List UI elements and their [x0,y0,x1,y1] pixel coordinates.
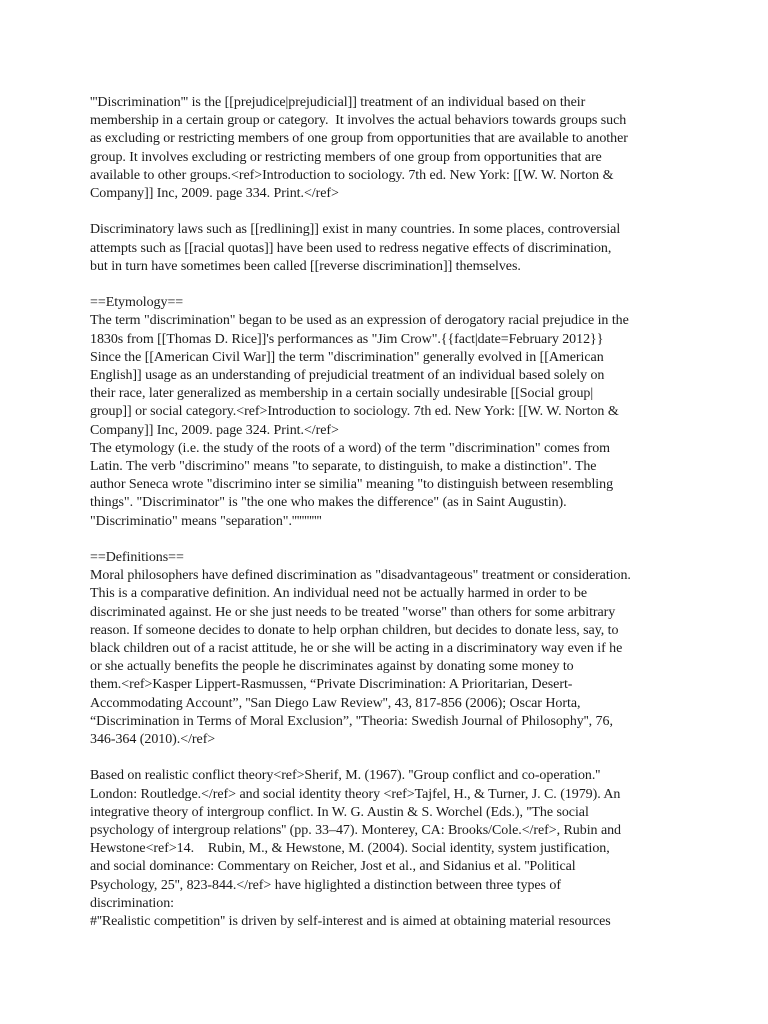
text-line: 346-364 (2010).</ref> [90,732,216,748]
text-line: but in turn have sometimes been called [[reverse discrimination]] themselves. [90,258,521,274]
text-line: Psychology, 25'', 823-844.</ref> have higlighted a distinction between three types of [90,877,561,893]
text-line: Discriminatory laws such as [[redlining]] exist in many countries. In some places, controversial [90,222,621,238]
text-line: Accommodating Account”, ''San Diego Law Review'', 43, 817-856 (2006); Oscar Horta, [90,695,581,711]
text-line: Hewstone<ref>14. Rubin, M., & Hewstone, M. (2004). Social identity, system justification, [90,841,610,857]
text-line: The term "discrimination" began to be used as an expression of derogatory racial prejudice in the [90,313,629,329]
paragraph-gap [90,203,680,221]
text-line: “Discrimination in Terms of Moral Exclusion”, ''Theoria: Swedish Journal of Philosophy'', 76, [90,713,613,729]
text-line: them.<ref>Kasper Lippert-Rasmussen, “Private Discrimination: A Prioritarian, Desert- [90,677,573,693]
text-line: group. It involves excluding or restricting members of one group from opportunities that are [90,149,602,165]
section-heading-line: ==Definitions== [90,550,184,566]
text-line: London: Routledge.</ref> and social identity theory <ref>Tajfel, H., & Turner, J. C. (1979). An [90,786,621,802]
text-line: 1830s from [[Thomas D. Rice]]'s performances as "Jim Crow".{{fact|date=February 2012}} [90,331,604,347]
text-line: #''Realistic competition'' is driven by self-interest and is aimed at obtaining material resources [90,914,611,930]
text-line: The etymology (i.e. the study of the roots of a word) of the term "discrimination" comes from [90,440,610,456]
text-line: or she actually benefits the people he discriminates against by donating some money to [90,659,574,675]
text-line: group]] or social category.<ref>Introduction to sociology. 7th ed. New York: [[W. W. Norton & [90,404,619,420]
text-line: Latin. The verb "discrimino" means "to separate, to distinguish, to make a distinction". The [90,459,597,475]
text-line: black children out of a racist attitude, he or she will be acting in a discriminatory way even if he [90,641,623,657]
text-line: "Discriminatio" means "separation".'''''''''''' [90,513,322,529]
text-line: This is a comparative definition. An individual need not be actually harmed in order to be [90,586,588,602]
text-line: Since the [[American Civil War]] the term "discrimination" generally evolved in [[American [90,349,604,365]
text-line: Company]] Inc, 2009. page 334. Print.</ref> [90,186,339,202]
text-line: things". "Discriminator" is "the one who makes the difference" (as in Saint Augustin). [90,495,567,511]
paragraph-gap [90,531,680,549]
paragraph-gap [90,276,680,294]
text-line: psychology of intergroup relations'' (pp. 33–47). Monterey, CA: Brooks/Cole.</ref>, Rubin and [90,823,622,839]
text-line: integrative theory of intergroup conflict. In W. G. Austin & S. Worchel (Eds.), ''The social [90,804,589,820]
text-line: discriminated against. He or she just needs to be treated "worse" than others for some arbitrary [90,604,616,620]
text-line: and social dominance: Commentary on Reicher, Jost et al., and Sidanius et al. ''Political [90,859,576,875]
text-line: attempts such as [[racial quotas]] have been used to redress negative effects of discrimination, [90,240,612,256]
text-line: Based on realistic conflict theory<ref>Sherif, M. (1967). ''Group conflict and co-operation.'' [90,768,601,784]
text-line: author Seneca wrote "discrimino inter se similia" meaning "to distinguish between resembling [90,477,614,493]
text-line: available to other groups.<ref>Introduction to sociology. 7th ed. New York: [[W. W. Norton & [90,167,614,183]
text-line: membership in a certain group or category. It involves the actual behaviors towards groups such [90,113,627,129]
document-text [90,94,680,931]
section-heading-line: ==Etymology== [90,295,184,311]
paragraph-gap [90,749,680,767]
text-line: English]] usage as an understanding of prejudicial treatment of an individual based solely on [90,368,605,384]
text-line: reason. If someone decides to donate to help orphan children, but decides to donate less, say, to [90,622,619,638]
text-line: discrimination: [90,895,175,911]
text-line: their race, later generalized as membership in a certain socially undesirable [[Social group| [90,386,594,402]
text-line: as excluding or restricting members of one group from opportunities that are available to another [90,131,628,147]
text-line: Company]] Inc, 2009. page 324. Print.</ref> [90,422,339,438]
text-line: '''Discrimination''' is the [[prejudice|prejudicial]] treatment of an individual based on their [90,95,586,110]
text-line: Moral philosophers have defined discrimination as "disadvantageous" treatment or consideration. [90,568,631,584]
